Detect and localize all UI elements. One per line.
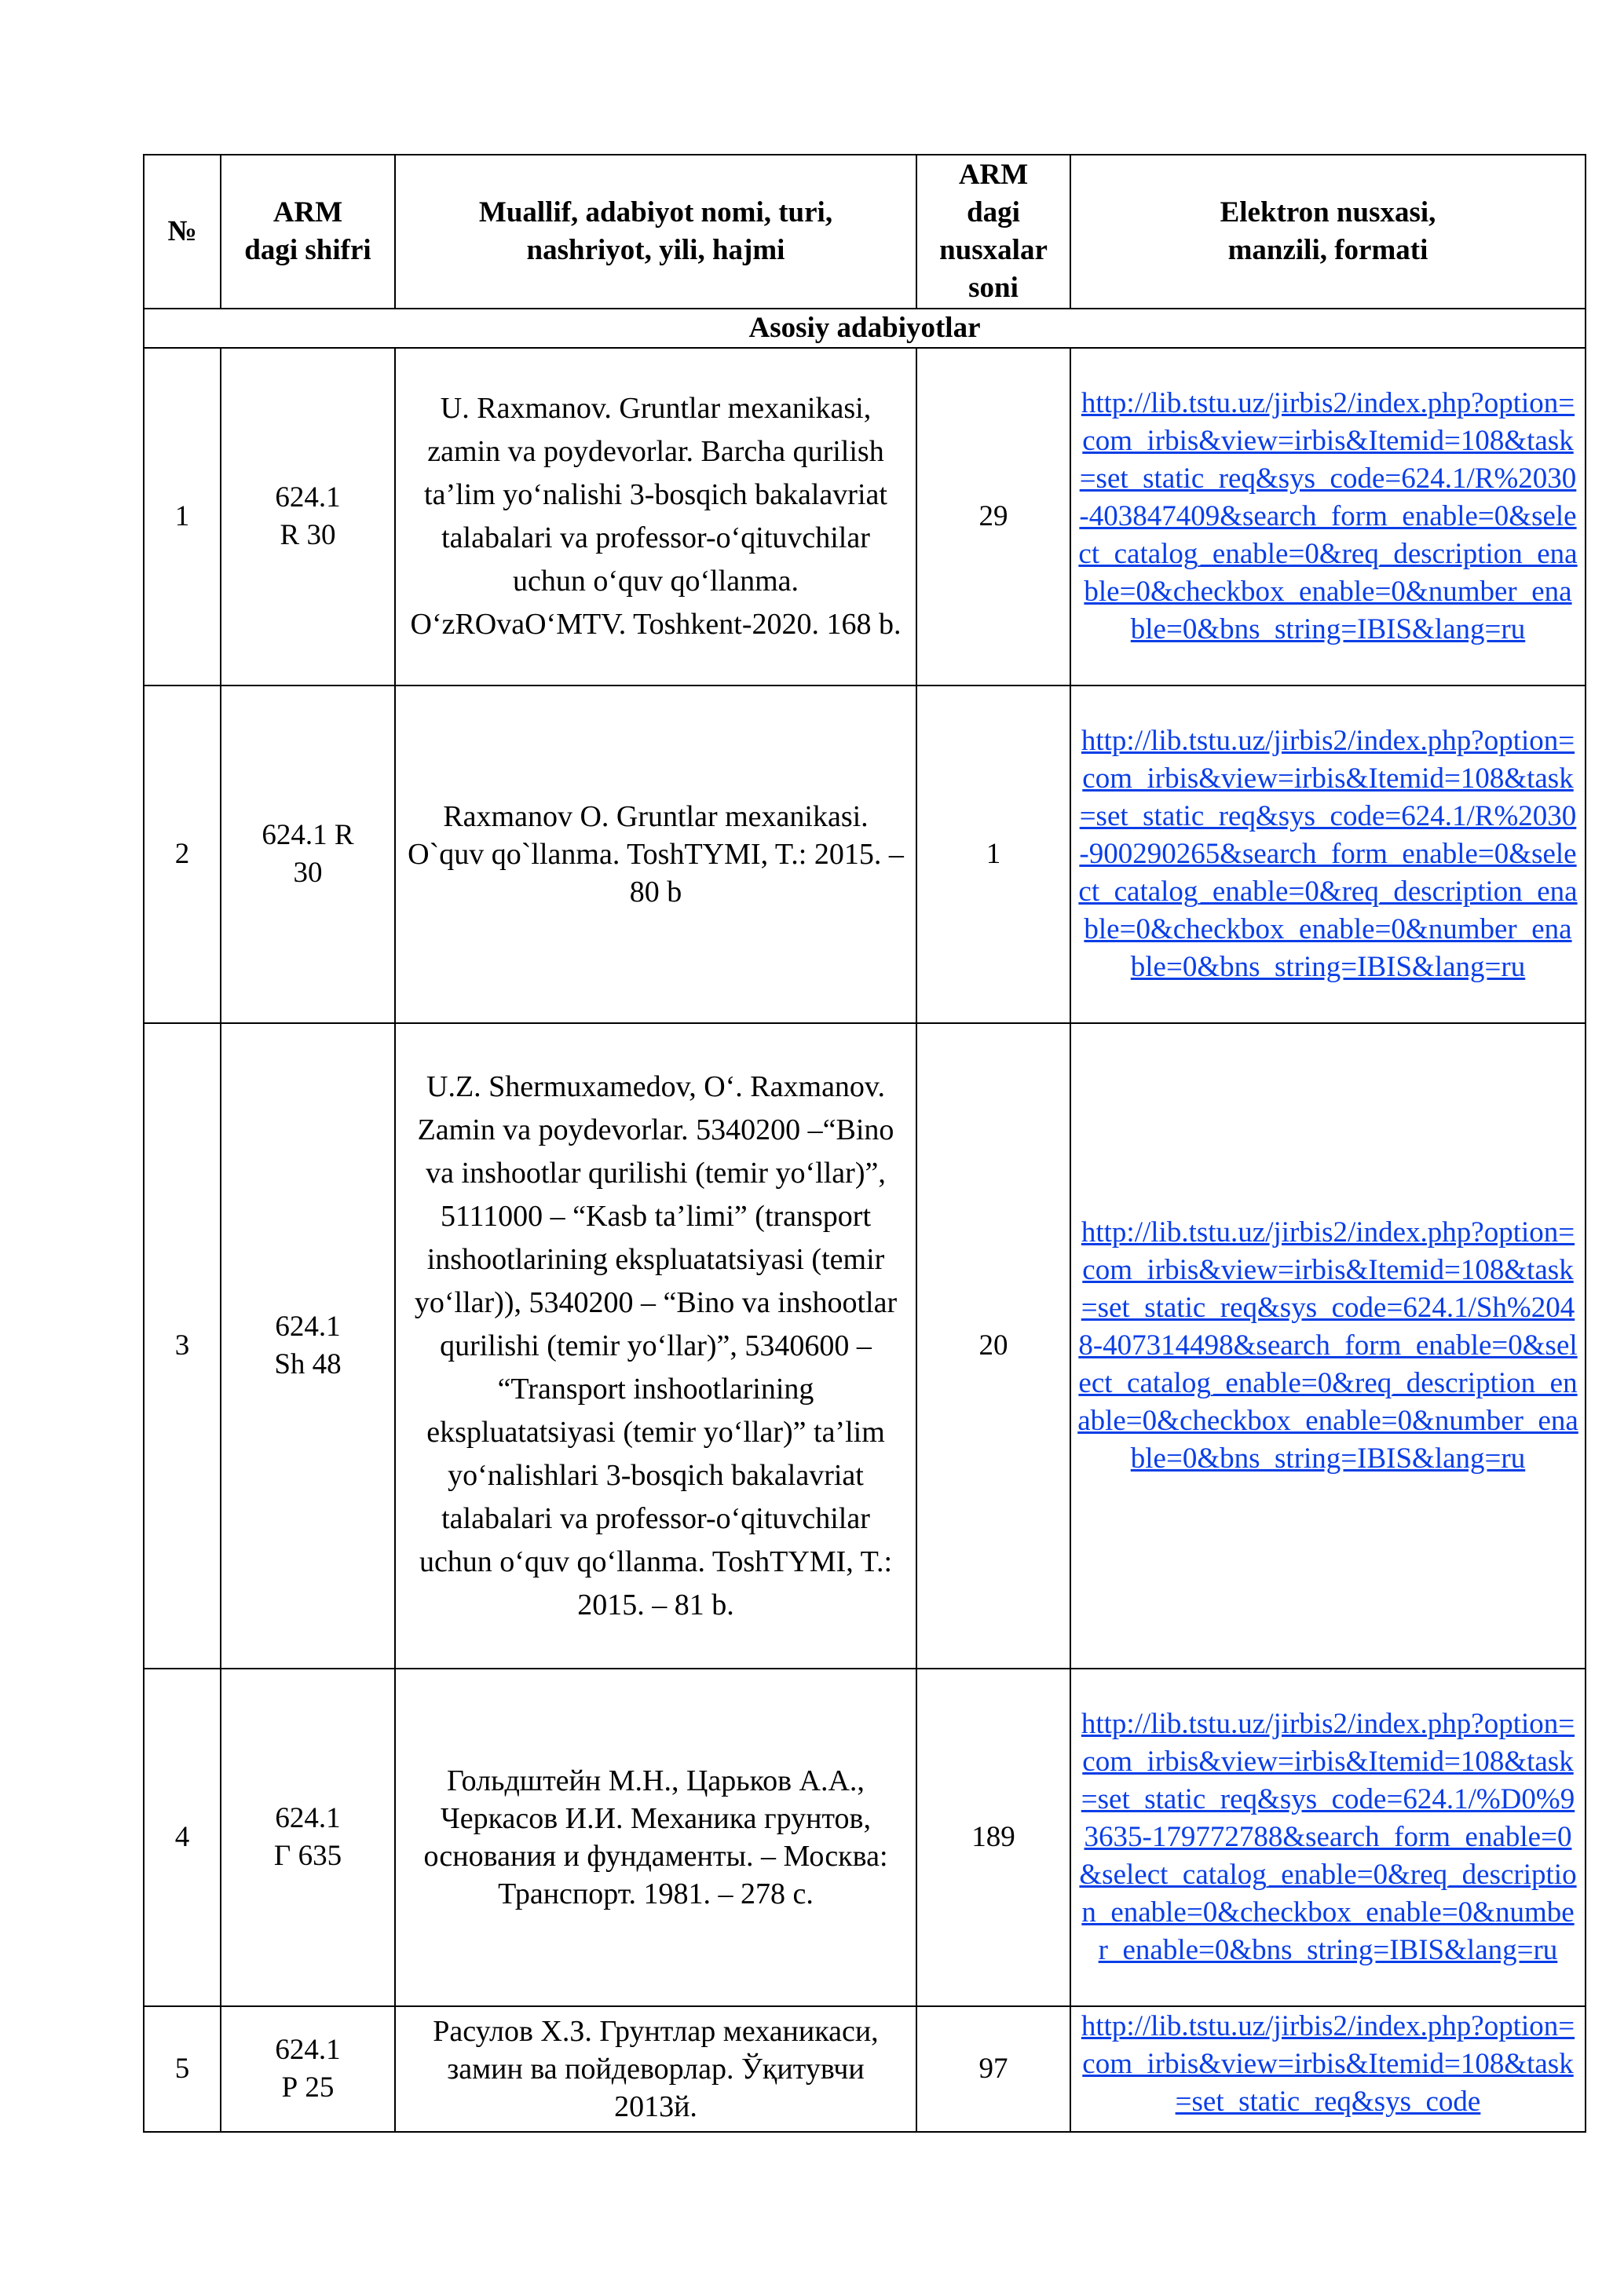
row-description: U. Raxmanov. Gruntlar mexanikasi, zamin va poydevorlar. Barcha qurilish ta’lim yo‘nalishi 3-bosqich bakalavriat talabalari va professor-o‘qituvchilar uchun o‘quv qo‘llanma. O‘zROvaO‘MTV. Toshkent-2020. 168 b. [395,348,916,686]
row-electronic [1070,1023,1586,1669]
row-code: 624.1 Р 25 [221,2006,395,2132]
row-code: 624.1 Г 635 [221,1669,395,2006]
row-copies: 189 [916,1669,1070,2006]
row-description: Расулов Х.З. Грунтлар механикаси, замин ва пойдеворлар. Ўқитувчи 2013й. [395,2006,916,2132]
row-url-link[interactable]: http://lib.tstu.uz/jirbis2/index.php?option=com_irbis&view=irbis&Itemid=108&task=set_static_req&sys_code=624.1/R%2030-900290265&search_form_enable=0&select_catalog_enable=0&req_description_enable=0&checkbox_enable=0&number_enable=0&bns_string=IBIS&lang=ru [1078,725,1578,983]
row-description: Гольдштейн М.Н., Царьков А.А., Черкасов И.И. Механика грунтов, основания и фундаменты. – Москва: Транспорт. 1981. – 278 с. [395,1669,916,2006]
row-electronic [1070,348,1586,686]
header-electronic [1070,155,1586,309]
literature-table [143,154,1586,2133]
row-copies: 20 [916,1023,1070,1669]
row-num: 4 [144,1669,221,2006]
section-title-row [144,309,1586,348]
row-copies: 1 [916,686,1070,1023]
header-code-line2: dagi shifri [244,234,371,266]
row-url-link[interactable]: http://lib.tstu.uz/jirbis2/index.php?option=com_irbis&view=irbis&Itemid=108&task=set_static_req&sys_code [1081,2010,1575,2118]
table-row [144,348,1586,686]
row-copies: 29 [916,348,1070,686]
header-author [395,155,916,309]
row-url-link[interactable]: http://lib.tstu.uz/jirbis2/index.php?option=com_irbis&view=irbis&Itemid=108&task=set_static_req&sys_code=624.1/Sh%2048-407314498&search_form_enable=0&select_catalog_enable=0&req_description_enable=0&checkbox_enable=0&number_enable=0&bns_string=IBIS&lang=ru [1077,1216,1578,1475]
header-electronic-line1: Elektron nusxasi, [1220,196,1436,229]
header-code-line1: ARM [272,196,343,229]
row-electronic [1070,1669,1586,2006]
header-copies-line3: nusxalar [939,234,1048,266]
table-row [144,2006,1586,2132]
row-num: 3 [144,1023,221,1669]
header-copies-line2: dagi [967,196,1020,229]
table-row [144,1669,1586,2006]
row-description: U.Z. Shermuxamedov, O‘. Raxmanov. Zamin va poydevorlar. 5340200 –“Bino va inshootlar qurilishi (temir yo‘llar)”, 5111000 – “Kasb ta’limi” (transport inshootlarining ekspluatatsiyasi (temir yo‘llar)), 5340200 – “Bino va inshootlar qurilishi (temir yo‘llar)”, 5340600 – “Transport inshootlarining ekspluatatsiyasi (temir yo‘llar)” ta’lim yo‘nalishlari 3-bosqich bakalavriat talabalari va professor-o‘qituvchilar uchun o‘quv qo‘llanma. ToshTYMI, T.: 2015. – 81 b. [395,1023,916,1669]
section-title: Asosiy adabiyotlar [144,309,1586,348]
header-code [221,155,395,309]
header-author-line2: nashriyot, yili, hajmi [526,234,785,266]
header-author-line1: Muallif, adabiyot nomi, turi, [478,196,833,229]
row-num: 5 [144,2006,221,2132]
row-num: 1 [144,348,221,686]
row-electronic [1070,2006,1586,2132]
row-description: Raxmanov O. Gruntlar mexanikasi. O`quv qo`llanma. ToshTYMI, T.: 2015. – 80 b [395,686,916,1023]
header-copies-line4: soni [968,272,1019,304]
header-electronic-line2: manzili, formati [1227,234,1428,266]
table-row [144,1023,1586,1669]
row-copies: 97 [916,2006,1070,2132]
header-row [144,155,1586,309]
table-row [144,686,1586,1023]
header-copies [916,155,1070,309]
row-electronic [1070,686,1586,1023]
header-copies-line1: ARM [958,159,1029,191]
row-code: 624.1 Sh 48 [221,1023,395,1669]
row-url-link[interactable]: http://lib.tstu.uz/jirbis2/index.php?option=com_irbis&view=irbis&Itemid=108&task=set_static_req&sys_code=624.1/%D0%93635-179772788&search_form_enable=0&select_catalog_enable=0&req_description_enable=0&checkbox_enable=0&number_enable=0&bns_string=IBIS&lang=ru [1079,1708,1577,1966]
row-num: 2 [144,686,221,1023]
header-num: № [144,155,221,309]
row-url-link[interactable]: http://lib.tstu.uz/jirbis2/index.php?option=com_irbis&view=irbis&Itemid=108&task=set_static_req&sys_code=624.1/R%2030-403847409&search_form_enable=0&select_catalog_enable=0&req_description_enable=0&checkbox_enable=0&number_enable=0&bns_string=IBIS&lang=ru [1078,387,1578,645]
row-code: 624.1 R 30 [221,686,395,1023]
row-code: 624.1 R 30 [221,348,395,686]
